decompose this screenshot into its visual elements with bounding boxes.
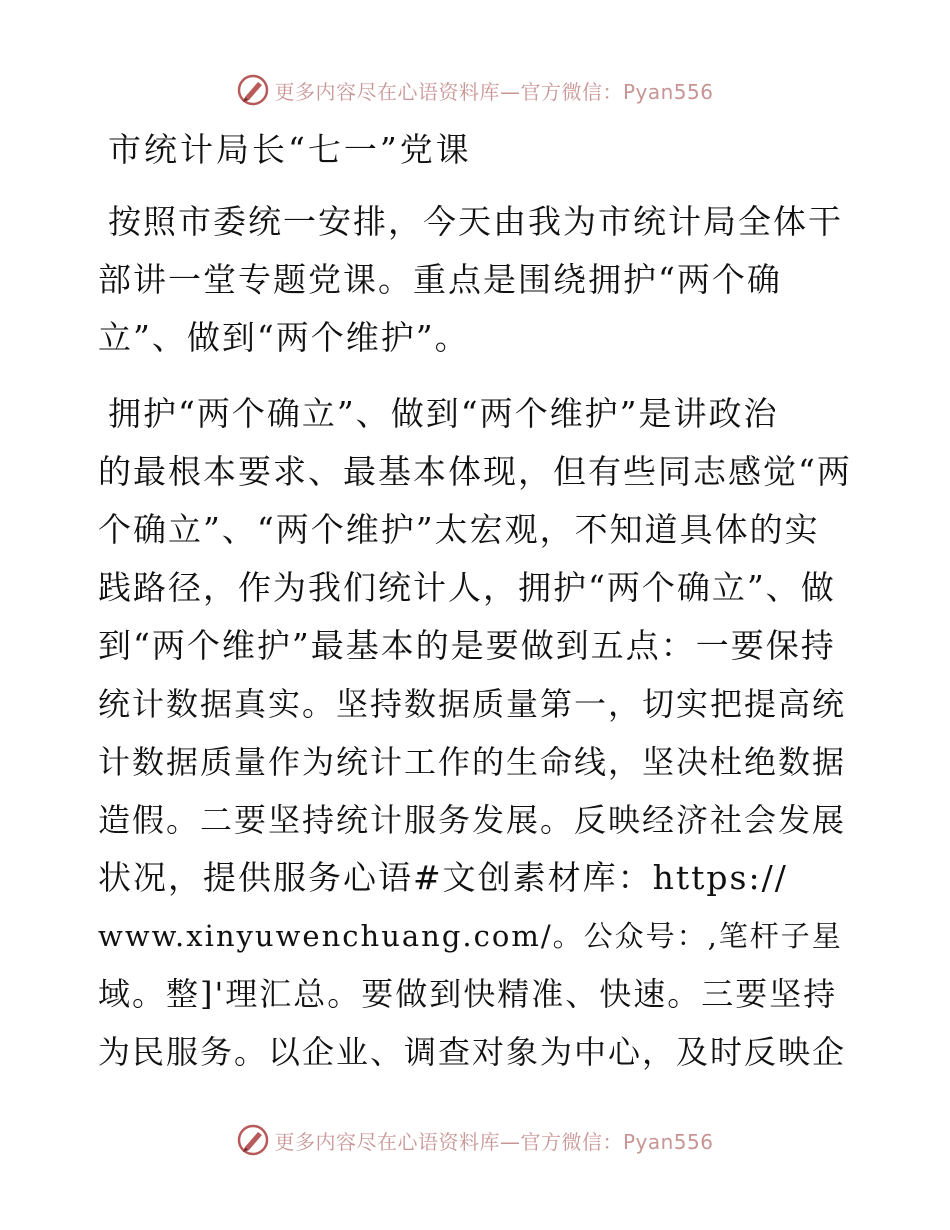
text-line: 的最根本要求、最基本体现，但有些同志感觉“两	[98, 452, 852, 491]
pen-logo-icon	[236, 1123, 270, 1157]
text-line: 计数据质量作为统计工作的生命线，坚决杜绝数据	[98, 743, 847, 781]
watermark-text: 更多内容尽在心语资料库—官方微信：Pyan556	[274, 79, 714, 104]
header-watermark	[0, 72, 950, 108]
text-line: 造假。二要坚持统计服务发展。反映经济社会发展	[98, 801, 847, 839]
text-line: 按照市委统一安排，今天由我为市统计局全体干	[108, 202, 843, 241]
text-line: 践路径，作为我们统计人，拥护“两个确立”、做	[98, 568, 836, 607]
text-line: 部讲一堂专题党课。重点是围绕拥护“两个确	[98, 260, 782, 299]
paragraph-body	[98, 385, 858, 1081]
text-line: 状况，提供服务心语#文创素材库：https://	[98, 858, 788, 897]
text-line: 个确立”、“两个维护”太宏观，不知道具体的实	[98, 510, 820, 549]
footer-watermark	[0, 1122, 950, 1158]
text-line: 立”、做到“两个维护”。	[98, 318, 470, 357]
text-line: 为民服务。以企业、调查对象为中心，及时反映企	[98, 1033, 847, 1071]
document-title: 市统计局长“七一”党课	[108, 130, 472, 169]
text-line: 拥护“两个确立”、做到“两个维护”是讲政治	[108, 394, 779, 433]
text-line: 到“两个维护”最基本的是要做到五点：一要保持	[98, 626, 836, 665]
text-line: 统计数据真实。坚持数据质量第一，切实把提高统	[98, 685, 847, 723]
paragraph-intro	[98, 193, 858, 367]
text-line: 域。整]'理汇总。要做到快精准、快速。三要坚持	[98, 975, 838, 1013]
pen-logo-icon	[236, 73, 270, 107]
text-line: www.xinyuwenchuang.com/。公众号：,笔杆子星	[98, 919, 843, 953]
watermark-text: 更多内容尽在心语资料库—官方微信：Pyan556	[274, 1129, 714, 1154]
